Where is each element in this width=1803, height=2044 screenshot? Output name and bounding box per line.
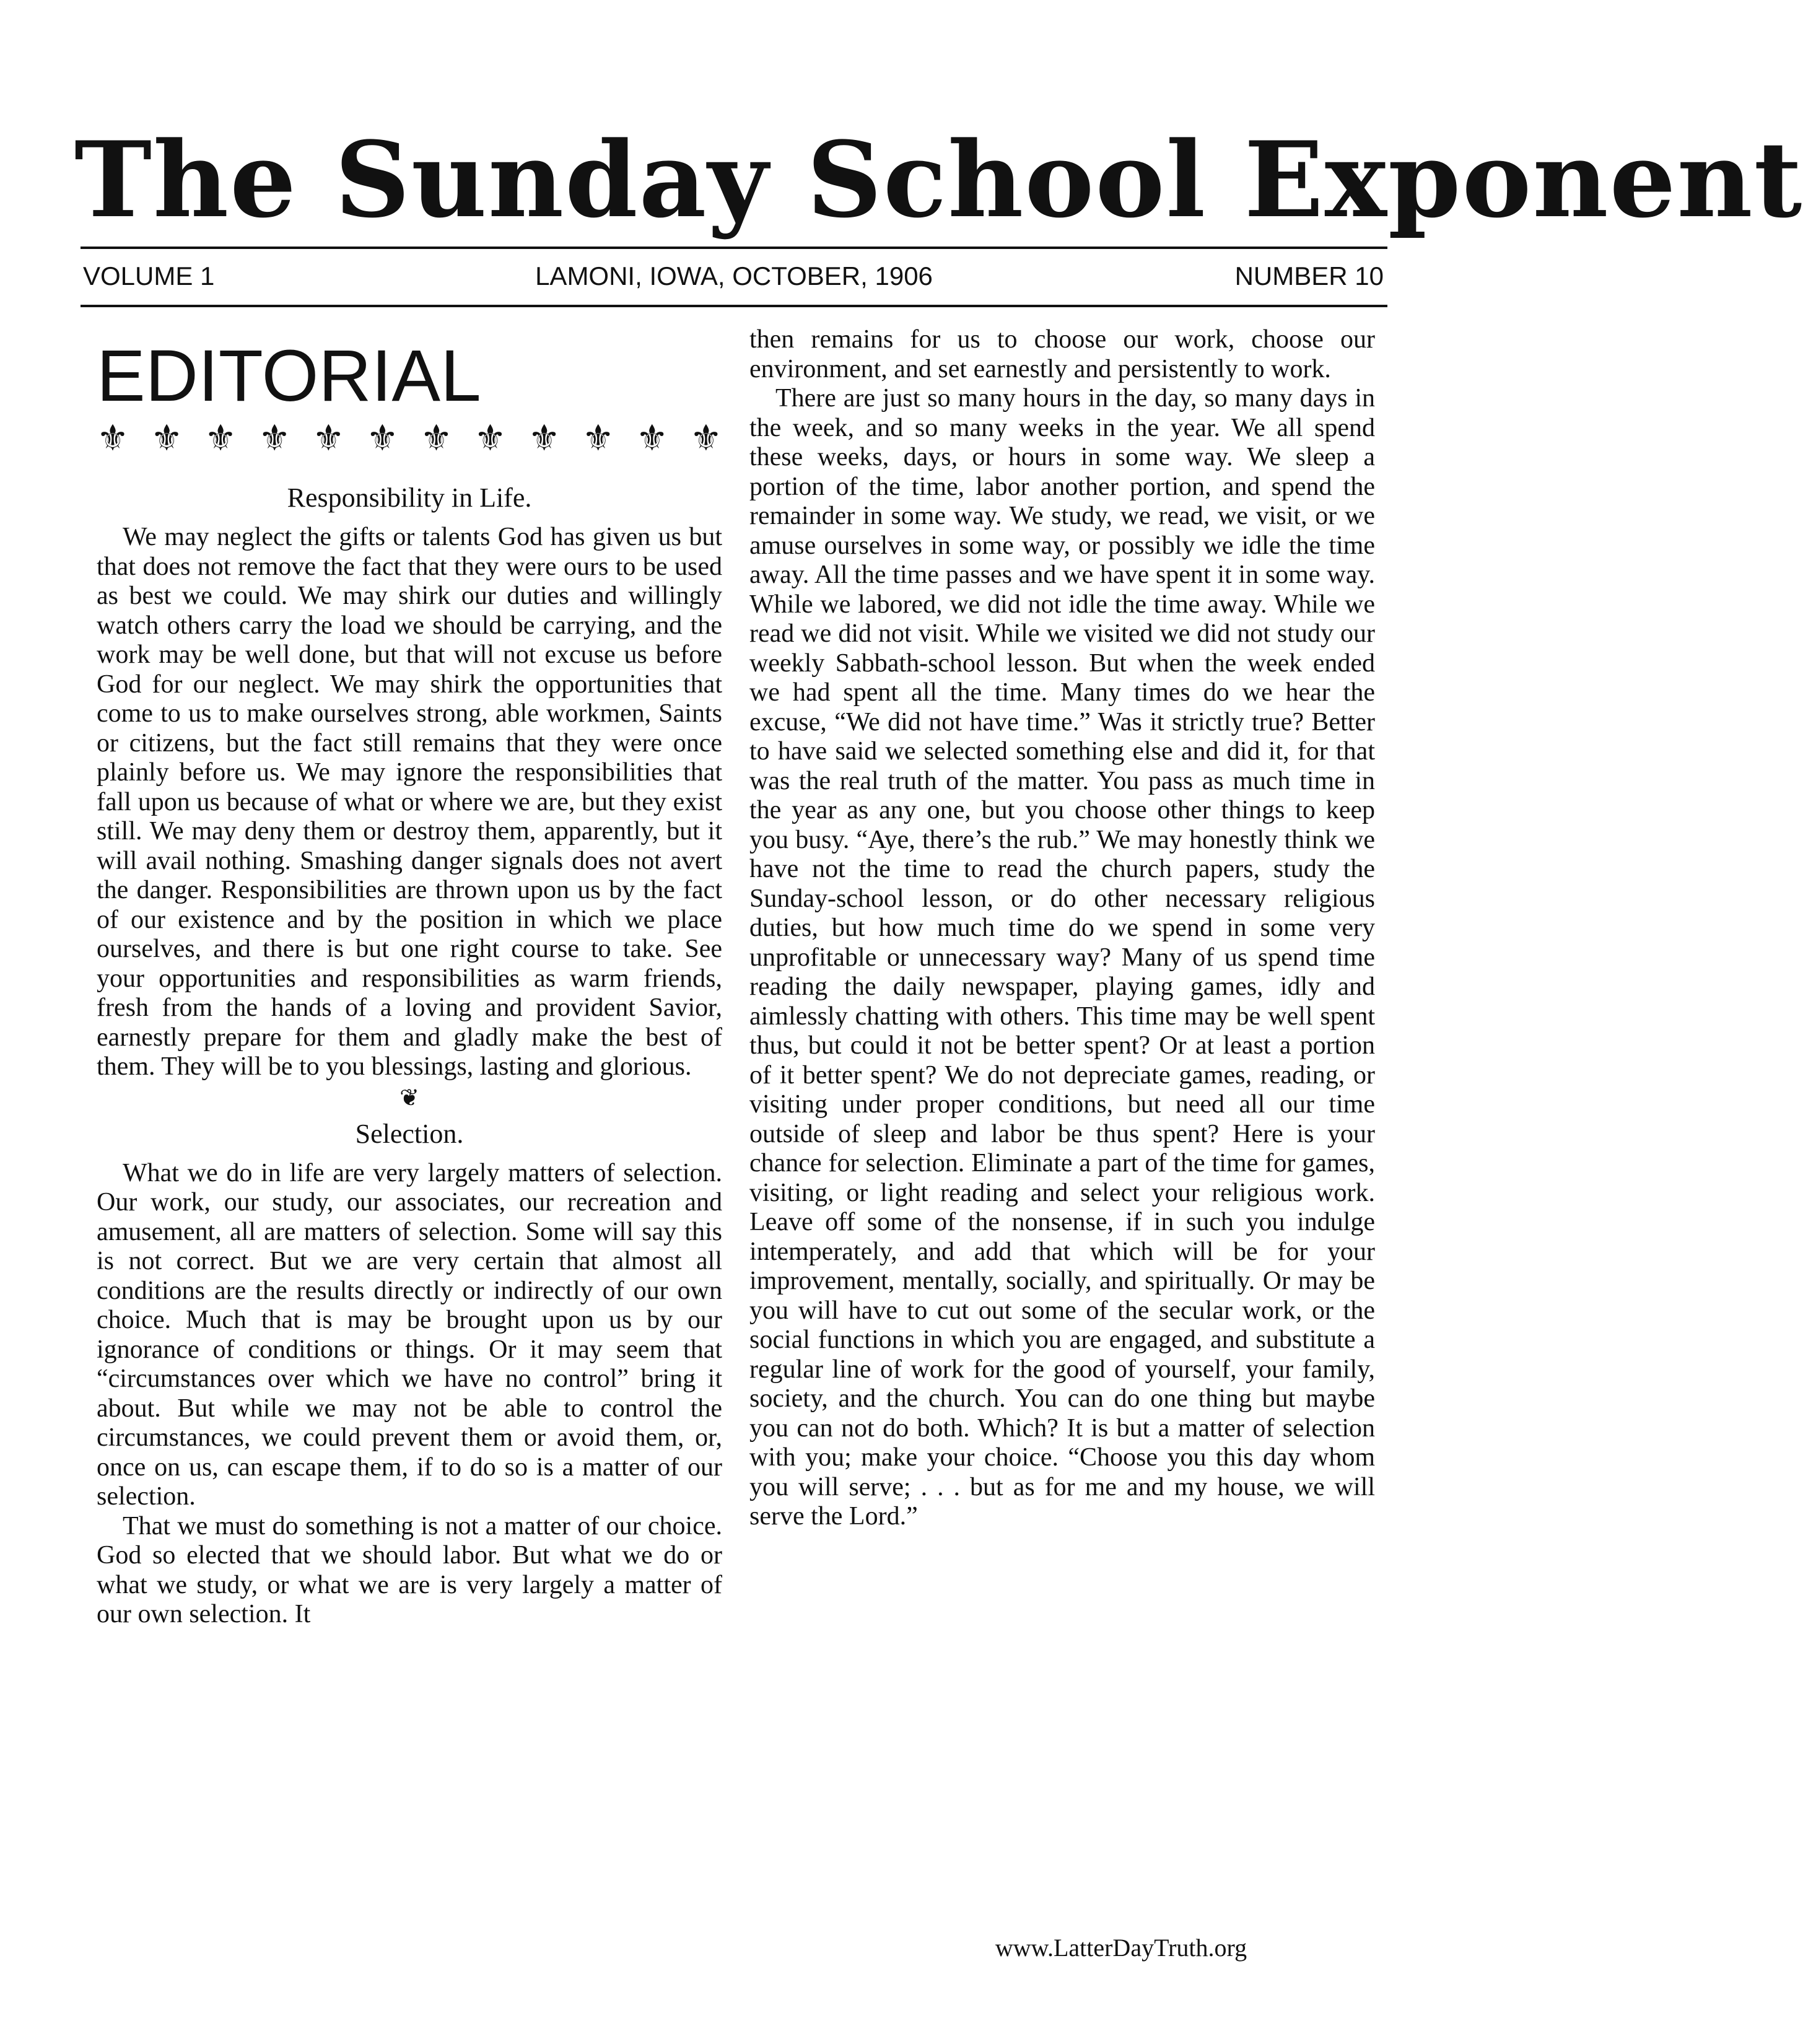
- fleur-de-lis-icon: ⚜: [312, 418, 345, 458]
- masthead-rule-bottom: [81, 305, 1387, 307]
- issue-number-label: NUMBER 10: [1234, 261, 1384, 290]
- fleur-de-lis-icon: ⚜: [151, 418, 183, 458]
- selection-continued-paragraph: then remains for us to choose our work, choose our environment, and set earnestly and persistently to work.: [749, 325, 1375, 383]
- left-column: [97, 325, 722, 1630]
- volume-label: VOLUME 1: [83, 261, 215, 290]
- fleur-de-lis-icon: ⚜: [689, 418, 722, 458]
- fleur-de-lis-icon: ⚜: [474, 418, 507, 458]
- fleur-de-lis-icon: ⚜: [420, 418, 453, 458]
- editorial-heading: EDITORIAL: [97, 335, 481, 417]
- place-date-label: LAMONI, IOWA, OCTOBER, 1906: [535, 261, 933, 290]
- leaf-divider-icon: ❦: [399, 1085, 419, 1111]
- fleur-de-lis-icon: ⚜: [204, 418, 237, 458]
- responsibility-paragraph: We may neglect the gifts or talents God has given us but that does not remove the fact that they were ours to be used as best we could. We may shirk our duties and willingly watch others carry the load we should be carrying, and the work may be well done, but that will not excuse us before God for our neglect. We may shirk the opportunities that come to us to make ourselves strong, able workmen, Saints or citizens, but the fact still remains that they were once plainly before us. We may ignore the responsibilities that fall upon us because of what or where we are, but they exist still. We may deny them or destroy them, apparently, but it will avail nothing. Smashing danger signals does not avert the danger. Responsibilities are thrown upon us by the fact of our existence and by the position in which we place ourselves, and there is but one right course to take. See your opportunities and responsibilities as warm friends, fresh from the hands of a loving and provident Savior, earnestly prepare for them and gladly make the best of them. They will be to you blessings, lasting and glorious.: [97, 523, 722, 1081]
- fleur-de-lis-icon: ⚜: [258, 418, 291, 458]
- footer-url: www.LatterDayTruth.org: [995, 1934, 1247, 1962]
- fleur-de-lis-icon: ⚜: [528, 418, 561, 458]
- section-title-selection: Selection.: [355, 1118, 464, 1149]
- time-spending-paragraph: There are just so many hours in the day, so many days in the week, and so many weeks in the year. We all spend these weeks, days, or hours in some way. We sleep a portion of the time, labor another portion, and spend the remainder in some way. We study, we read, we visit, or we amuse ourselves in some way, or possibly we idle the time away. All the time passes and we have spent it in some way. While we labored, we did not idle the time away. While we read we did not visit. While we visited we did not study our weekly Sabbath-school lesson. But when the week ended we had spent all the time. Many times do we hear the excuse, “We did not have time.” Was it strictly true? Better to have said we selected something else and did it, for that was the real truth of the matter. You pass as much time in the year as any one, but you choose other things to keep you busy. “Aye, there’s the rub.” We may honestly think we have not the time to read the church papers, study the Sunday-school lesson, or do other necessary religious duties, but how much time do we spend in some very unprofitable or unnecessary way? Many of us spend time reading the daily newspaper, playing games, idly and aimlessly chatting with others. This time may be well spent thus, but could it not be better spent? Or at least a portion of it better spent? We do not depreciate games, reading, or visiting under proper conditions, but need all our time outside of sleep and labor be thus spent? Here is your chance for selection. Eliminate a part of the time for games, visiting, or light reading and select your religious work. Leave off some of the nonsense, if in such you indulge intemperately, and add that which will be for your improvement, mentally, socially, and spiritually. Or may be you will have to cut out some of the secular work, or the social functions in which you are engaged, and substitute a regular line of work for the good of yourself, your family, society, and the church. You can do one thing but maybe you can not do both. Which? It is but a matter of selection with you; make your choice. “Choose you this day whom you will serve; . . . but as for me and my house, we will serve the Lord.”: [749, 384, 1375, 1531]
- fleur-de-lis-icon: ⚜: [582, 418, 614, 458]
- masthead-title: The Sunday School Exponent: [74, 118, 1803, 241]
- fleur-de-lis-icon: ⚜: [97, 418, 129, 458]
- selection-paragraph-2: That we must do something is not a matter of our choice. God so elected that we should labor. But what we do or what we study, or what we are is very largely a matter of our own selection. It: [97, 1511, 722, 1628]
- selection-paragraph-1: What we do in life are very largely matters of selection. Our work, our study, our associates, our recreation and amusement, all are matters of selection. Some will say this is not correct. But we are very certain that almost all conditions are the results directly or indirectly of our own choice. Much that is may be brought upon us by our ignorance of conditions or things. Or it may seem that “circumstances over which we have no control” bring it about. But while we may not be able to control the circumstances, we could prevent them or avoid them, or, once on us, can escape them, if to do so is a matter of our selection.: [97, 1158, 722, 1511]
- fleur-de-lis-icon: ⚜: [635, 418, 668, 458]
- issue-info-line: [81, 258, 1387, 295]
- fleur-de-lis-icon: ⚜: [366, 418, 399, 458]
- section-title-responsibility: Responsibility in Life.: [287, 483, 532, 513]
- masthead-rule-top: [81, 247, 1387, 249]
- fleur-de-lis-ornament-row: [97, 420, 722, 457]
- right-column: [749, 325, 1375, 1532]
